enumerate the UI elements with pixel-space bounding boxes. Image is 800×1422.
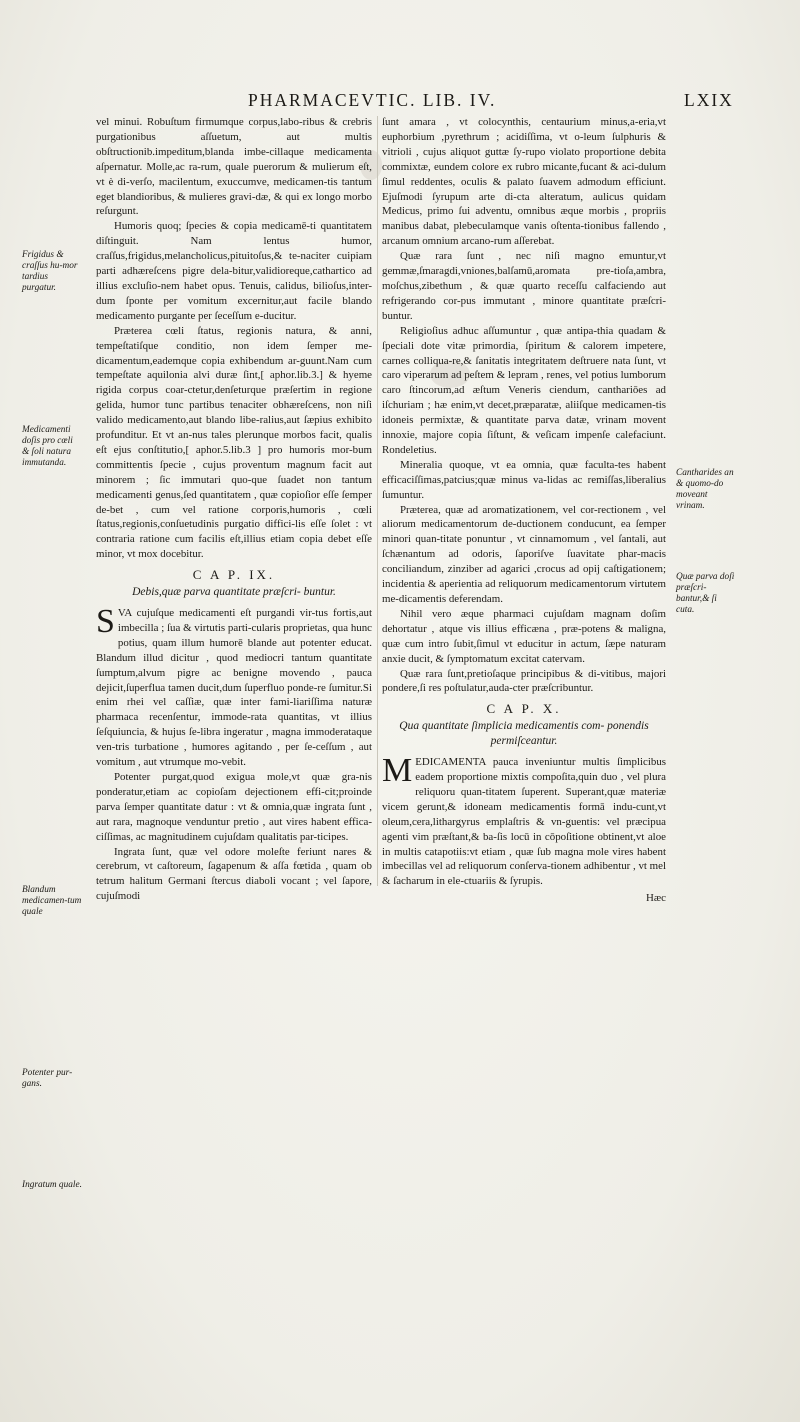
folio-number: LXIX <box>684 90 734 110</box>
margin-note: Potenter pur-gans. <box>22 1068 73 1089</box>
margin-note: Cantharides an & quomo-do moveant vrinam. <box>676 468 734 511</box>
paragraph: ſunt amara , vt colocynthis, centaurium minus,a-eria,vt euphorbium ,pyrethrum ; acidiſſima, vt o-leum ſulphuris & vitrioli , cujus aliquot guttæ ſy-rupo violato proportione debita commixtæ, eundem colore ex rubro micante,fucant & aci-dulum ſimul reddentes, oculis & palato ſuavem admodum efficiunt. Ejuſmodi ſyrupum arte di-cta alteratum, aulicus quidam Medicus, primo ſui adventu, omnibus æque morbis , propriis manibus dabat, plebeculamque vanis oſtenta-tionibus fallendo , arcanum omnium arcano-rum aſſerebat. <box>382 116 666 248</box>
paragraph: Religioſius adhuc aſſumuntur , quæ antipa-thia quadam & ſpeciali dote vitæ primordia, ſpiritum & calorem impetere, carnes colliqua-re,& ſanitatis integritatem deſtruere nata ſunt, vt caro viperarum ad peſtem & lepram , renes, vel potius lumborum caro ſtincorum,ad æſtum Veneris ciendum, canthariōes ad iſchuriam ; hæ enim,vt decet,præparatæ, aliiſque medicamen-tis idoneis permixtæ, & quantitate parva datæ, vrinam movent innoxie, majore copia ſiſtunt, & veſicam impenſe calefaciunt. Rondeletius. <box>382 324 666 456</box>
paragraph-with-initial <box>96 603 372 770</box>
right-text-column <box>382 115 666 906</box>
chapter-number: C A P. IX. <box>192 567 276 583</box>
catchword: Hæc <box>646 892 666 905</box>
margin-note: Quæ parva doſi præſcri-bantur,& ſi cuta. <box>676 572 735 615</box>
left-text-column <box>96 115 372 904</box>
running-header <box>0 84 800 116</box>
paragraph: Ingrata ſunt, quæ vel odore moleſte feriunt nares & cerebrum, vt caſtoreum, ſagapenum & aſſa fœtida , quam ob tetrum halitum Germani ſtercus diaboli vocant ; vel ſapore, cujuſmodi <box>96 845 372 903</box>
paragraph: Humoris quoq; ſpecies & copia medicamē-ti quantitatem diſtinguit. Nam lentus humor, craſſus,frigidus,melancholicus,pituitoſus,& te-naciter cuipiam parti adhæreſcens pigre dela-bitur,validioreque,cathartico ad illius excluſio-nem habet opus. Tenuis, calidus, bilioſus,inter-dum ſponte per vomitum excernitur,aut facile blando medicamento purgante per ſeceſſum e-ducitur. <box>96 220 372 322</box>
chapter-number: C A P. X. <box>486 701 562 717</box>
chapter-heading: Debis,quæ parva quantitate præſcri- buntur. <box>132 586 336 599</box>
paragraph: Quæ rara ſunt,pretioſaque principibus & di-vitibus, majori pondere,ſi res poſtulatur,auda-cter præſcribuntur. <box>382 667 666 695</box>
chapter-heading: Qua quantitate ſimplicia medicamentis com- ponendis permiſceantur. <box>399 720 649 748</box>
paragraph: Quæ rara ſunt , nec niſi magno emuntur,vt gemmæ,ſmaragdi,vniones,balſamū,aromata pre-tioſa,ambra, moſchus,zibethum , & quæ quarto receſſu calfaciendo aut refrigerando cor-pus immutant , minore quantitate præſcri-buntur. <box>382 250 666 322</box>
paragraph: Potenter purgat,quod exigua mole,vt quæ gra-nis ponderatur,etiam ac copioſam dejectionem effi-cit;proinde parva ſemper quantitate datur : vt & omnia,quæ ingrata ſunt , aut rara, magnoque venduntur pretio , aut vires habent effica-ciſſimas, ac magnitudinem cujuſdam qualitatis par-ticipes. <box>96 770 372 843</box>
margin-note: Medicamenti doſis pro cœli & ſoli natura immutanda. <box>22 425 73 468</box>
column-divider <box>377 116 378 886</box>
paragraph-text: VA cujuſque medicamenti eſt purgandi vir-tus fortis,aut imbecilla ; ſua & virtutis parti-cularis proprietas, qua hunc potius, quam illum humorē blande aut potenter educat. Blandum illud dicitur , quod mediocri tantum quantitate ſumptum,alvum pigre ac benigne movendo , pauca dejicit,ſuperflua tamen ducit,dum ſuperfluo ponde-re ſumitur.Si enim rhei vel caſſiæ, quæ inter fami-liariſſima naturæ pharmaca recenſentur, immode-rata quantitas, vt illius ſeſquiuncia, & hujus ſe-libra ingeratur , magna immoderataque ven-tris turbatione , humores agitando , per ſe-ceſſum , aut vomitum , aut vtrumque mo-vebit. <box>96 607 372 769</box>
running-title: PHARMACEVTIC. LIB. IV. <box>248 90 497 110</box>
paragraph-text: EDICAMENTA pauca inveniuntur multis ſimplicibus eadem proportione mixtis compoſita,quin duo , vel plura reliquoru quan-titatem ſuperent. Superant,quæ materiæ vicem gerunt,& idoneam medicamentis formā indu-cunt,vt oleum,cera,lithargyrus emplaſtris & vn-guentis: vel præcipua agenti vim præſtant,& ba-ſis locū in cōpoſitione obtinent,vt aloe in multis catapotiis:vt etiam , quæ ſub magna mole vires habent imbecillas vel ad reliquorum conſerva-tionem adhibentur , vt mel & ſacharum in ele-ctuariis & ſyrupis. <box>382 756 666 888</box>
margin-note: Ingratum quale. <box>22 1180 82 1190</box>
paragraph: Nihil vero æque pharmaci cujuſdam magnam doſim dehortatur , atque vis illius efficæna , præ-potens & maligna, quæ cum intro ſubit,ſimul vt educitur in actum, ſæpe naturam anxie ducit, & ſymptomatum excitat catervam. <box>382 607 666 665</box>
paragraph: vel minui. Robuſtum firmumque corpus,labo-ribus & crebris purgationibus aſſuetum, aut multis obſtructionib.impeditum,blanda imbe-cillaque medicamenta aſpernatur. Molle,ac ra-rum, quale puerorum & mulierum eſt, vt è di-verſo, macilentum, exuccumve, medicamen-tis tantum eget blandioribus, & mulieres gravi-dæ, & qui ex longo morbo reſurgunt. <box>96 116 372 218</box>
paragraph: Præterea, quæ ad aromatizationem, vel cor-rectionem , vel aliorum medicamentorum de-ductionem conducunt, ea ſemper minori quan-titate ponuntur , vt cinnamomum , vel ſantali, aut ſchænantum ad odoris, ſaporiſve ſuavitate phar-macis conciliandum, zinziber ad agarici ,crocus ad opij caſtigationem; incidentia & aperientia ad reliquorum medicamentorum virtutem me-dicamentis deferendam. <box>382 503 666 605</box>
drop-cap: M <box>382 752 413 790</box>
drop-cap: S <box>96 603 115 640</box>
paragraph: Præterea cœli ſtatus, regionis natura, & anni, tempeſtatiſque conditio, non idem ſemper me-dicamentum,eademque copia exhibendum ar-guunt.Nam cum tempeſtate aquilonia alvi duræ ſint,[ aphor.lib.3.] & hyeme rigida corpus coar-ctetur,denſeturque præſertim in regione gelida, humor tunc partibus tenaciter obhæreſcens, non niſi valido medicamento,aut blando libe-ralius,aut ſæpius exhibito profunditur. Et vt an-nus tales plerunque morbos facit, qualis eſt ejus conſtitutio,[ aphor.5.lib.3 ] pro humoris mor-bum committentis ſpecie , cujus proventum magnum facit aut minorem ; ſic immutari quo-que ſuadet non tantum medicamenti genus,ſed quantitatem , quæ copioſior eſſe ſemper de-bet , cum vel ratione corporis,humoris , cœli ſtatus,regionis,conſuetudinis purgatio diffici-lis eſſe ſolet : vt contraria ratione cum facilis eſt,illius etiam copia debet eſſe minor, vt mox docebitur. <box>96 324 372 561</box>
paragraph: Mineralia quoque, vt ea omnia, quæ faculta-tes habent efficaciſſimas,patcius;quæ minus va-lidas ac remiſſas,liberalius ſumuntur. <box>382 458 666 501</box>
margin-note: Blandum medicamen-tum quale <box>22 885 82 917</box>
paragraph-with-initial <box>382 752 666 889</box>
margin-note: Frigidus & craſſus hu-mor tardius purgatur. <box>22 250 78 293</box>
